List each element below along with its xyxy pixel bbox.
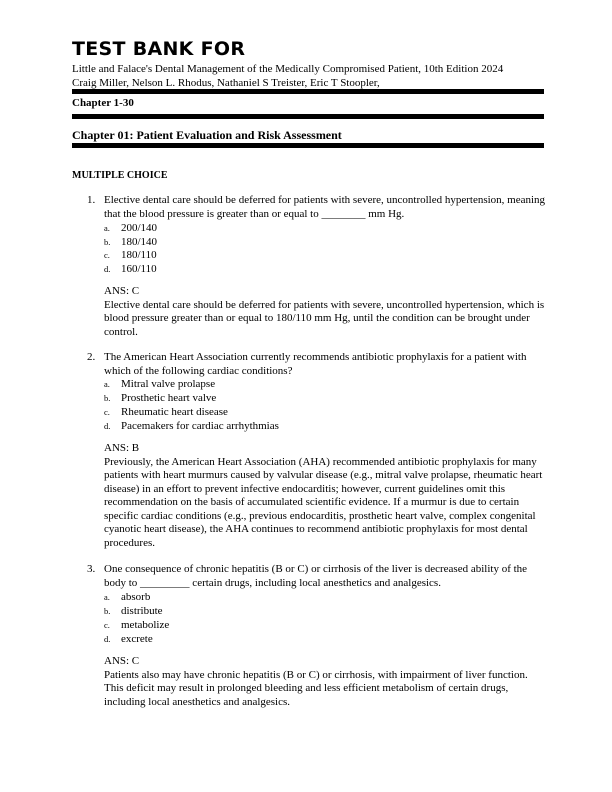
option-letter: d.	[104, 263, 111, 274]
option-text: Pacemakers for cardiac arrhythmias	[121, 420, 279, 432]
chapter-title: Chapter 01: Patient Evaluation and Risk Assessment	[72, 128, 342, 142]
option-text: Rheumatic heart disease	[121, 406, 228, 418]
option-letter: d.	[104, 421, 111, 431]
option-text: 180/140	[121, 235, 158, 248]
question-text: Elective dental care should be deferred for patients with severe, uncontrolled hypertension, meaning that the blood pressure is greater than or equal to ________ mm Hg.	[104, 194, 546, 220]
option-text: absorb	[121, 591, 151, 603]
answer-key: ANS: C	[104, 655, 140, 667]
chapter-range: Chapter 1-30	[72, 97, 134, 109]
option-letter: a.	[104, 223, 110, 233]
question-text: The American Heart Association currently recommends antibiotic prophylaxis for a patient with which of the following cardiac conditions?	[104, 351, 527, 377]
option-text: 160/110	[121, 262, 157, 275]
option-letter: b.	[104, 393, 111, 403]
question-text: One consequence of chronic hepatitis (B or C) or cirrhosis of the liver is decreased ability of the body to _________ certain drugs, including local anesthetics and analgesics.	[104, 563, 528, 589]
answer-rationale: Patients also may have chronic hepatitis (B or C) or cirrhosis, with impairment of liver function. This deficit may result in prolonged bleeding and less efficient metabolism of certain drugs, including local anesthetics and analgesics.	[104, 668, 528, 708]
option-text: excrete	[121, 633, 153, 645]
header-divider	[72, 89, 544, 94]
option-letter: a.	[104, 592, 110, 602]
page-title: TEST BANK FOR	[72, 38, 246, 60]
book-title: Little and Falace's Dental Management of the Medically Compromised Patient, 10th Edition 2024	[72, 63, 504, 75]
option-text: Mitral valve prolapse	[121, 378, 216, 390]
option-letter: c.	[104, 620, 110, 630]
option-text: metabolize	[121, 619, 170, 631]
option-text: distribute	[121, 605, 163, 617]
option-letter: b.	[104, 236, 111, 247]
option-text: 200/140	[121, 222, 158, 234]
option-text: Prosthetic heart valve	[121, 392, 217, 404]
question-number: 3.	[87, 563, 96, 575]
option-letter: d.	[104, 634, 111, 644]
section-heading: MULTIPLE CHOICE	[72, 170, 168, 181]
chapter-range-divider	[72, 114, 544, 119]
answer-key: ANS: C	[104, 285, 140, 297]
chapter-title-divider	[72, 143, 544, 148]
authors-line: Craig Miller, Nelson L. Rhodus, Nathaniel S Treister, Eric T Stoopler,	[72, 77, 380, 89]
answer-rationale: Elective dental care should be deferred for patients with severe, uncontrolled hypertension, which is blood pressure greater than or equal to 180/110 mm Hg, until the condition can be brought under control.	[104, 298, 545, 338]
option-letter: a.	[104, 379, 110, 389]
option-letter: c.	[104, 250, 110, 260]
answer-key: ANS: B	[104, 442, 140, 454]
answer-rationale: Previously, the American Heart Association (AHA) recommended antibiotic prophylaxis for many patients with heart murmurs caused by valvular disease (e.g., mitral valve prolapse, rheumatic heart disease) in an effort to prevent infective endocarditis; however, current guidelines omit this recommendation on the basis of accumulated scientific evidence. If a murmur is due to certain specific cardiac conditions (e.g., previous endocarditis, prosthetic heart valve, complex congenital cyanotic heart disease), the AHA continues to recommend antibiotic prophylaxis for most dental procedures.	[104, 455, 543, 549]
question-number: 1.	[87, 194, 96, 206]
question-number: 2.	[87, 351, 96, 363]
option-text: 180/110	[121, 249, 157, 261]
option-letter: c.	[104, 407, 110, 417]
option-letter: b.	[104, 606, 111, 616]
